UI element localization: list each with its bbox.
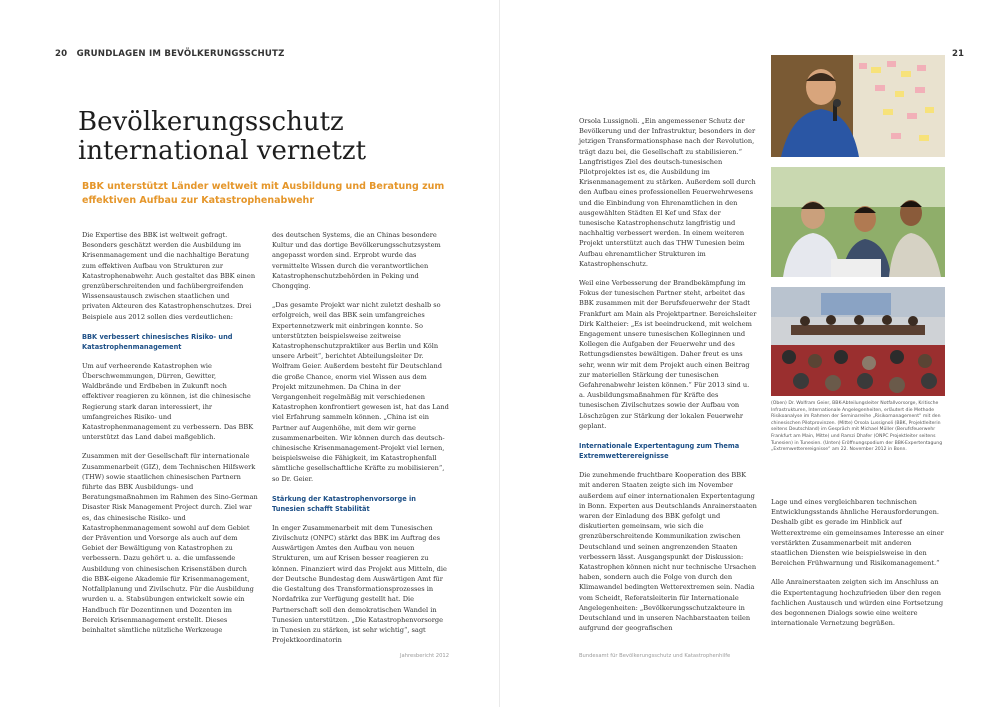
section-heading-tunesien: Stärkung der Katastrophenvorsorge in Tunesien schafft Stabilität bbox=[272, 494, 416, 513]
section-heading-china: BBK verbessert chinesisches Risiko- und Katastrophenmanagement bbox=[82, 332, 233, 351]
paragraph: Alle Anrainerstaaten zeigten sich im Anschluss an die Expertentagung hochzufrieden über den regen fachlichen Austausch und würden eine Fortsetzung des begonnenen Dialogs sowie eine weitere internationale Vernetzung begrüßen. bbox=[771, 578, 944, 628]
column-4 bbox=[771, 497, 945, 637]
column-3 bbox=[579, 116, 757, 642]
title-line-2: international vernetzt bbox=[78, 136, 367, 166]
paragraph: Orsola Lussignoli. „Ein angemessener Schutz der Bevölkerung und der Infrastruktur, besonders in der jetzigen Transformationsphase nach der Revolution, trägt dazu bei, die Gesellschaft zu stabilisieren.“ Langfristiges Ziel des deutsch-tunesischen Pilotprojektes ist es, die Ausbildung im Krisenmanagement zu stärken. Außerdem soll durch den Aufbau eines professionellen Feuerwehrwesens und die Einbindung von Ehrenamtlichen in den ausgewählten Städten El Kef und Sfax der tunesische Katastrophenschutz langfristig und nachhaltig verbessert werden. In einem weiteren Projekt unterstützt auch das THW Tunesien beim Aufbau ehrenamtlicher Strukturen im Katastrophenschutz. bbox=[579, 117, 756, 268]
column-2 bbox=[272, 230, 450, 654]
title-line-1: Bevölkerungsschutz bbox=[78, 107, 344, 137]
article-title bbox=[78, 108, 458, 166]
footer-right: Bundesamt für Bevölkerungsschutz und Katastrophenhilfe bbox=[579, 653, 731, 659]
paragraph: Zusammen mit der Gesellschaft für internationale Zusammenarbeit (GIZ), dem Technischen Hilfswerk (THW) sowie staatlichen chinesischen Partnern führte das BBK Ausbildungs- und Beratungsmaßnahmen im Rahmen des Sino-German Disaster Risk Management Project durch. Ziel war es, das chinesische Risiko- und Katastrophenmanagement sowohl auf dem Gebiet der Prävention und Vorsorge als auch auf dem Gebiet der Bewältigung von Katastrophen zu verbessern. Dazu gehört u. a. die umfassende Ausbildung von chinesischen Krisenstäben durch die BBK-eigene Akademie für Krisenmanagement, Notfallplanung und Zivilschutz. Für die Ausbildung wurden u. a. Stabsübungen entwickelt sowie ein Handbuch für Dozentinnen und Dozenten im Bereich Krisenmanagement erstellt. Dieses beinhaltet sämtliche nützliche Werkzeuge bbox=[82, 452, 258, 634]
paragraph: In enger Zusammenarbeit mit dem Tunesischen Zivilschutz (ONPC) stärkt das BBK im Auftrag des Auswärtigen Amtes den Aufbau von neuen Strukturen, um auf Krisen besser reagieren zu können. Finanziert wird das Projekt aus Mitteln, die der Deutsche Bundestag dem Auswärtigen Amt für die Gestaltung des Transformationsprozesses in Nordafrika zur Verfügung gestellt hat. Die Partnerschaft soll den demokratischen Wandel in Tunesien unterstützen. „Die Katastrophenvorsorge in Tunesien zu stärken, ist sehr wichtig“, sagt Projektkoordinatorin bbox=[272, 523, 447, 645]
paragraph: Die zunehmende fruchtbare Kooperation des BBK mit anderen Staaten zeigte sich im November außerdem auf einer internationalen Expertentagung in Bonn. Experten aus Deutschlands Anrainerstaaten waren der Einladung des BBK gefolgt und diskutierten gemeinsam, wie sich die grenzüberschreitende Kommunikation zwischen Deutschland und seinen angrenzenden Staaten verbessern lässt. Ausgangspunkt der Diskussion: Katastrophen können nicht nur technische Ursachen haben, sondern auch die Folge von durch den Klimawandel bedingten Wetterextremen sein. Nadia vom Scheidt, Referatsleiterin für Internationale Angelegenheiten: „Bevölkerungsschutzakteure in Deutschland und in unseren Nachbarstaaten teilen aufgrund der geografischen bbox=[579, 471, 757, 633]
section-title: GRUNDLAGEN IM BEVÖLKERUNGSSCHUTZ bbox=[76, 49, 285, 59]
paragraph: des deutschen Systems, die an Chinas besondere Kultur und das dortige Bevölkerungsschutzsystem angepasst worden sind. Erprobt wurde das vermittelte Wissen durch die verantwortlichen Katastrophenschutzbehörden in Peking und Chongqing. bbox=[272, 231, 441, 291]
footer-left: Jahresbericht 2012 bbox=[400, 653, 449, 659]
running-head bbox=[55, 49, 285, 59]
page-number-left: 20 bbox=[55, 49, 68, 59]
section-heading-expertentagung: Internationale Expertentagung zum Thema Extremwetterereignisse bbox=[579, 442, 740, 461]
speaker-photo-icon bbox=[771, 55, 945, 157]
photo-caption: (Oben) Dr. Wolfram Geier, BBK-Abteilungsleiter Notfallvorsorge, Kritische Infrastrukturen, Internationale Angelegenheiten, erläutert die Methode Risikoanalyse im Rahmen der Seminarreihe „Risikomanagement“ mit den chinesischen Pilotprovinzen. (Mitte) Orsola Lussignoli (BBK, Projektleiterin seitens Deutschland) im Gespräch mit Michael Müller (Berufsfeuerwehr Frankfurt am Main, Mitte) und Ramzi Dhafer (ONPC Projektleiter seitens Tunesien) in Tunesien. (Unten) Eröffnungspodium der BBK-Expertentagung „Extremwetterereignisse“ am 22. November 2012 in Bonn. bbox=[771, 401, 943, 453]
article-subtitle: BBK unterstützt Länder weltweit mit Ausbildung und Beratung zum effektiven Aufbau zur Katastrophenabwehr bbox=[82, 181, 445, 206]
paragraph: „Das gesamte Projekt war nicht zuletzt deshalb so erfolgreich, weil das BBK sein umfangreiches Expertennetzwerk mit einbringen konnte. So unterstützten beispielsweise zeitweise Katastrophenschutzpraktiker aus Berlin und Köln unsere Arbeit“, berichtet Abteilungsleiter Dr. Wolfram Geier. Außerdem besteht für Deutschland die große Chance, enorm viel Wissen aus dem Projekt mitzunehmen. Da China in der Vergangenheit regelmäßig mit verschiedenen Katastrophen konfrontiert gewesen ist, hat das Land viel Erfahrung sammeln können. „China ist ein Partner auf Augenhöhe, mit dem wir gerne zusammenarbeiten. Wir können durch das deutsch-chinesische Krisenmanagement-Projekt viel lernen, beispielsweise die Fähigkeit, im Katastrophenfall sämtliche gesellschaftliche Kräfte zu mobilisieren“, so Dr. Geier. bbox=[272, 301, 449, 483]
panel-photo-icon bbox=[771, 287, 945, 396]
column-1 bbox=[82, 230, 258, 644]
intro-paragraph: Die Expertise des BBK ist weltweit gefragt. Besonders geschätzt werden die Ausbildung im Krisenmanagement und die nachhaltige Beratung zum effektiven Aufbau von Strukturen zur Katastrophenabwehr. Auch gestaltet das BBK einen grenzüberschreitenden und fachübergreifenden Wissensaustausch zwischen staatlichen und privaten Akteuren des Katastrophenschutzes. Drei Beispiele aus 2012 sollen dies verdeutlichen: bbox=[82, 231, 256, 321]
paragraph: Lage und eines vergleichbaren technischen Entwicklungsstands ähnliche Herausforderungen. Deshalb gibt es gerade im Hinblick auf Wetterextreme ein gemeinsames Interesse an einer verstärkten Zusammenarbeit mit anderen staatlichen Diensten wie beispielsweise in den Bereichen Frühwarnung und Risikomanagement.“ bbox=[771, 498, 944, 568]
page-number-right: 21 bbox=[952, 49, 964, 59]
paragraph: Weil eine Verbesserung der Brandbekämpfung im Fokus der tunesischen Partner steht, arbeitet das BBK zusammen mit der Berufsfeuerwehr der Stadt Frankfurt am Main als Projektpartner. Bereichsleiter Dirk Kaltheier: „Es ist beeindruckend, mit welchem Engagement unsere tunesischen Kolleginnen und Kollegen die Aufgaben der Feuerwehr und des Rettungsdienstes bewältigen. Daher freut es uns sehr, wenn wir mit dem Projekt auch einen Beitrag zur materiellen Stärkung der tunesischen Gefahrenabwehr leisten können.“ Für 2013 sind u. a. Ausbildungsmaßnahmen für Kräfte des tunesischen Zivilschutzes sowie der Aufbau von Löschzügen zur Stärkung der lokalen Feuerwehr geplant. bbox=[579, 279, 757, 430]
paragraph: Um auf verheerende Katastrophen wie Überschwemmungen, Dürren, Gewitter, Waldbrände und Erdbeben in Zukunft noch effektiver reagieren zu können, ist die chinesische Regierung stark daran interessiert, ihr umfangreiches Risiko- und Katastrophenmanagement zu verbessern. Das BBK unterstützt das Land dabei maßgeblich. bbox=[82, 361, 254, 442]
meeting-photo-icon bbox=[771, 167, 945, 277]
